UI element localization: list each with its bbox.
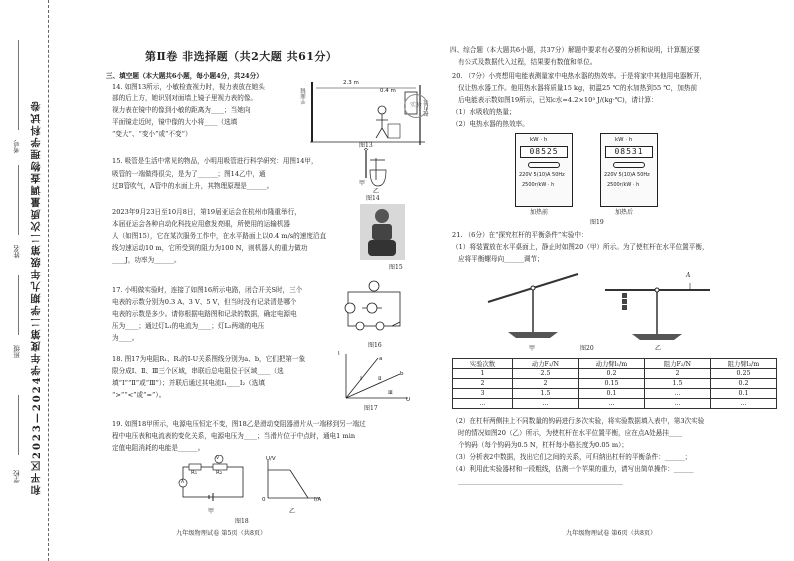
exam-no-blank: [18, 40, 19, 130]
table-cell: 1.5: [512, 389, 578, 399]
q21-line: 21. （6分）在“探究杠杆的平衡条件”实验中：: [452, 231, 588, 239]
q17-line: 压为____；通过灯L₁的电流为____；灯L₂两端的电压: [112, 322, 265, 330]
fig14-caption: 图14: [366, 195, 380, 202]
q21-line: （3）分析表2中数据，找出它们之间的关系，可归纳出杠杆的平衡条件：______；: [452, 453, 692, 461]
q17-line: 为____。: [112, 334, 139, 342]
meter2-unit: kW · h: [615, 137, 633, 143]
table-cell: 1: [453, 369, 513, 379]
table-header-row: [453, 359, 777, 369]
fig20-caption: 图20: [580, 345, 594, 352]
name-blank: [18, 165, 19, 235]
fig18-caption: 图18: [235, 518, 249, 525]
fig18-a: A: [181, 480, 185, 485]
svg-text:Ⅱ: Ⅱ: [378, 376, 382, 382]
table-cell: ...: [644, 399, 710, 409]
exam-no-label: 考号: [13, 140, 21, 153]
fig17-axis-u: U: [406, 397, 411, 403]
fig17-caption: 图17: [364, 405, 378, 412]
q21-line: 个钩码（每个钩码为0.5 N，杠杆每小格长度为0.05 m）；: [458, 441, 628, 449]
fig14-yi: 乙: [373, 188, 380, 195]
fig15-caption: 图15: [389, 264, 403, 271]
q18-line: 填“Ⅰ”“Ⅱ”或“Ⅲ”）；并联后通过其电流I₁____I₂（选填: [112, 379, 265, 387]
q18-line: 18. 图17为电阻R₁、R₂的I-U关系图线分别为a、b，它们把第一象: [112, 355, 306, 363]
figure-18-graph: [262, 458, 322, 503]
q16-line: ____J，功率为______。: [112, 256, 181, 264]
name-label: 姓名: [13, 245, 21, 258]
q14-line: 平面镜走近时，镜中像的大小将____（选填: [112, 118, 238, 126]
meter2-spec1: 220V 5(10)A 50Hz: [604, 172, 650, 178]
fig18-u-axis: U/V: [266, 456, 276, 462]
fig17-a: a: [379, 356, 383, 362]
lever-data-table: [452, 358, 777, 409]
fig16-caption: 图16: [368, 342, 382, 349]
q15-line: 15. 吸管是生活中常见的物品，小明用吸管进行科学研究：用图14甲，: [112, 157, 318, 165]
table-cell: 0.1: [578, 389, 644, 399]
fig20-yi: 乙: [655, 345, 662, 352]
table-cell: 0.1: [710, 389, 776, 399]
section-title: 第Ⅱ卷 非选择题（共2大题 共61分）: [145, 50, 338, 63]
class-blank: [18, 275, 19, 335]
electric-meter-before: [515, 133, 573, 207]
q20-line: （2）电热水器的热效率。: [452, 120, 529, 128]
q16-line: 本届亚运会各种自动化科技应用愈发亮眼，所使用的运输机器: [112, 220, 291, 228]
fig17-axis-i: I: [338, 351, 340, 357]
q18-line: 限分成Ⅰ、Ⅱ、Ⅲ三个区域，串联后总电阻位于区域____（选: [112, 367, 284, 375]
table-cell: 3: [453, 389, 513, 399]
q21-line: （2）在杠杆两侧挂上不同数量的钩码进行多次实验，将实验数据填入表中，第3次实验: [452, 417, 705, 425]
figure-20-lever-yi: [600, 280, 715, 342]
table-header: 动力F₁/N: [512, 359, 578, 369]
q20-line: 20. （7分）小亮想用电能表测量家中电热水器的热效率。于是将家中其他用电器断开，: [452, 72, 707, 80]
fig19-caption: 图19: [590, 219, 604, 226]
meter2-digits: 08531: [605, 146, 653, 158]
meter2-spec2: 2500r/kW · h: [607, 182, 640, 188]
fig18-i-axis: I/A: [314, 497, 322, 503]
meter1-disk: [528, 162, 560, 168]
table-header: 动力臂l₁/m: [578, 359, 644, 369]
fig18-v: V: [216, 456, 220, 461]
fig18-jia: 甲: [208, 508, 215, 515]
figure-15-robot: [360, 204, 405, 264]
fig13-dim-2.3: 2.3 m: [343, 80, 359, 86]
q14-line: 14. 如图13所示，小敏检查视力时，视力表放在她头: [112, 83, 265, 91]
q17-line: 电表的示数是多少。请你根据电路图和记录的数据，确定电源电: [112, 310, 297, 318]
meter1-caption: 加热前: [530, 209, 549, 216]
fig13-caption: 图13: [359, 142, 373, 149]
q21-line: __________________________________________________: [458, 477, 623, 485]
figure-20-lever-jia: [478, 262, 588, 340]
fig13-chart-label: 视力表: [424, 100, 430, 117]
q20-line: 后电能表示数如图19所示，已知c水=4.2×10³ J/(kg·℃)，请计算：: [458, 96, 658, 104]
school-label: 学校: [13, 470, 21, 483]
binding-line: [48, 0, 49, 561]
figure-16-circuit: [340, 278, 410, 340]
school-blank: [18, 395, 19, 455]
svg-text:Ⅲ: Ⅲ: [388, 390, 393, 396]
table-cell: 0.2: [710, 379, 776, 389]
svg-text:Ⅰ: Ⅰ: [360, 376, 362, 382]
table-header: 阻力臂l₂/m: [710, 359, 776, 369]
table-row: [453, 369, 777, 379]
seal-stamp: 实验: [404, 94, 428, 118]
right-footer: 九年级物理试卷 第6页（共8页）: [566, 530, 657, 537]
q14-line: “变大”、“变小”或“不变”）: [112, 130, 192, 138]
figure-18-circuit: [175, 455, 250, 505]
q14-line: 视力表在镜中的像到小敏的距离为____；当她向: [112, 106, 251, 114]
meter1-unit: kW · h: [530, 137, 548, 143]
fig20-jia: 甲: [529, 345, 536, 352]
meter1-digits: 08525: [520, 146, 568, 158]
table-header: 阻力F₂/N: [644, 359, 710, 369]
table-cell: 2: [644, 369, 710, 379]
q18-line: “>”“<”或“=”）。: [112, 391, 166, 399]
meter1-spec2: 2500r/kW · h: [522, 182, 555, 188]
left-footer: 九年级物理试卷 第5页（共8页）: [176, 530, 267, 537]
q20-line: 仅让热水器工作。他用热水器将质量15 kg，初温25 ℃的水加热到55 ℃，加热前: [458, 84, 698, 92]
meter1-spec1: 220V 5(10)A 50Hz: [519, 172, 565, 178]
table-cell: 2: [512, 379, 578, 389]
table-cell: ...: [453, 399, 513, 409]
table-row: [453, 379, 777, 389]
q21-line: （4）利用此实验器材和一段粗线，估测一个苹果的重力，请写出简单操作：______: [452, 465, 694, 473]
q19-line: 19. 如图18甲所示，电源电压恒定不变，图18乙是滑动变阻器滑片从一端移到另一端过: [112, 420, 366, 428]
table-header: 实验次数: [453, 359, 513, 369]
fig18-r2: R₂: [216, 470, 223, 476]
table-row: [453, 399, 777, 409]
table-row: [453, 389, 777, 399]
q19-line: 定值电阻消耗的电能是______。: [112, 444, 205, 452]
q19-line: 程中电压表和电流表的变化关系，电源电压为____；当滑片位于中点时，通电1 min: [112, 432, 356, 440]
fig18-yi: 乙: [289, 508, 296, 515]
fig13-mirror-label: 平面镜: [301, 88, 307, 105]
q17-line: 电表的示数分别为0.3 A、3 V、5 V，但当时没有记录清是哪个: [112, 298, 297, 306]
exam-title-vertical: 和平区2023—2024学年度第二学期九年级第二次质量调查物理学科试卷: [32, 99, 43, 495]
section4-heading-2: 有公式及数据代入过程，结果要有数值和单位。: [458, 58, 597, 66]
meter2-disk: [613, 162, 645, 168]
q21-line: 应将平衡螺母向______调节；: [458, 255, 544, 263]
table-cell: 0.2: [578, 369, 644, 379]
meter2-caption: 加热后: [615, 209, 634, 216]
fig20-point-a: A: [686, 272, 691, 279]
table-cell: 0.15: [578, 379, 644, 389]
table-cell: 2: [453, 379, 513, 389]
q16-line: 2023年9月23日至10月8日，第19届亚运会在杭州市隆重举行，: [112, 208, 301, 216]
table-cell: ...: [578, 399, 644, 409]
q16-line: 人（如图15），它在某次服务工作中，在水平路面上以0.4 m/s的速度沿直: [112, 232, 327, 240]
electric-meter-after: [600, 133, 658, 207]
section4-heading: 四、综合题（本大题共6小题，共37分）解题中要求有必要的分析和说明，计算题还要: [450, 46, 700, 54]
table-cell: ...: [644, 389, 710, 399]
table-cell: 0.25: [710, 369, 776, 379]
class-label: 班级: [13, 345, 21, 358]
table-cell: ...: [512, 399, 578, 409]
fig14-jia: 甲: [359, 180, 366, 187]
figure-17-iu-graph: [338, 352, 410, 402]
q20-line: （1）水吸收的热量；: [452, 108, 516, 116]
fig18-origin: 0: [262, 497, 266, 503]
fig18-r1: R₁: [191, 470, 198, 476]
q14-line: 部的后上方，她识别对面墙上镜子里视力表的像。: [112, 94, 258, 102]
q15-line: 吸管的一端做得很尖，是为了______；图14乙中，通: [112, 170, 266, 178]
q15-line: 过B管吹气，A管中的水面上升，其物理原理是______。: [112, 182, 274, 190]
table-cell: ...: [710, 399, 776, 409]
q21-line: 时的情况如图20（乙）所示，为使杠杆在水平位置平衡，应在点A处悬挂____: [458, 429, 683, 437]
q21-line: （1）将装置放在水平桌面上，静止时如图20（甲）所示。为了使杠杆在水平位置平衡，: [452, 243, 709, 251]
q17-line: 17. 小明做实验时，连接了如图16所示电路，闭合开关S时，三个: [112, 286, 303, 294]
q16-line: 线匀速运动10 m，它所受到的阻力为100 N，则机器人的重力做功: [112, 244, 308, 252]
table-cell: 1.5: [644, 379, 710, 389]
section3-heading: 三、填空题（本大题共6小题，每小题4分，共24分）: [106, 72, 263, 80]
fig17-b: b: [400, 371, 404, 377]
table-cell: 2.5: [512, 369, 578, 379]
fig13-dim-0.4: 0.4 m: [380, 88, 396, 94]
